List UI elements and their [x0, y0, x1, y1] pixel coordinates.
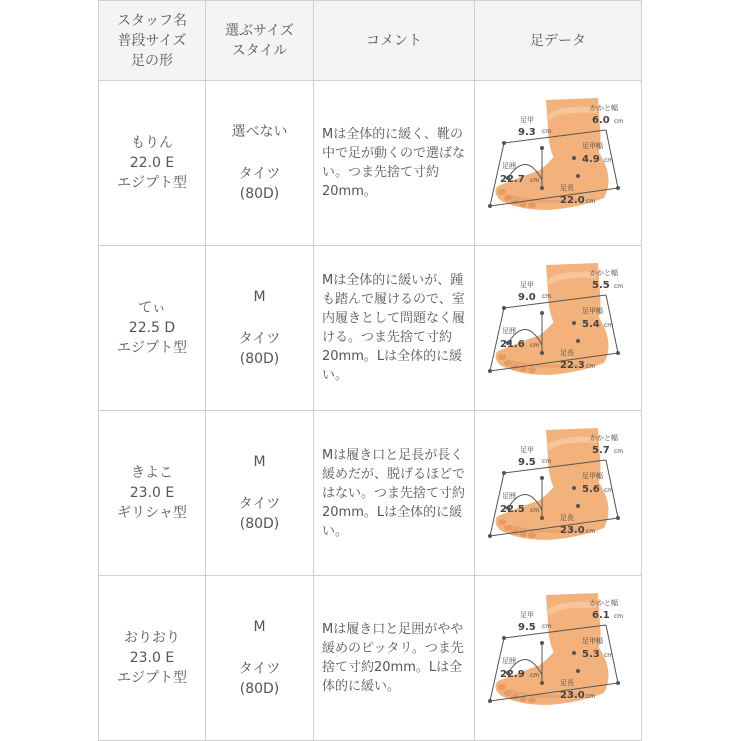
measure-point — [488, 534, 492, 538]
staff-row — [99, 246, 642, 411]
style-denier: (80D) — [239, 681, 280, 697]
toe-nail — [528, 367, 536, 373]
staff-name: てぃ — [138, 300, 166, 316]
chosen-size-style — [206, 246, 314, 411]
usual-size: 22.0 E — [129, 155, 175, 171]
foot-data — [475, 576, 642, 741]
foot-data — [475, 411, 642, 576]
toe-nail — [504, 525, 512, 531]
measure-point — [502, 636, 506, 640]
measure-point — [576, 669, 580, 673]
style-denier: (80D) — [239, 516, 280, 532]
unit-3-label: cm — [604, 157, 614, 164]
measure-point — [616, 186, 620, 190]
chosen-size: M — [253, 289, 266, 305]
kakato-value-label: 5.5 — [592, 280, 610, 291]
chosen-size-style — [206, 81, 314, 246]
unit-5-label: cm — [586, 693, 596, 700]
ashimawari-value-label: 21.6 — [500, 339, 525, 350]
unit-5-label: cm — [586, 363, 596, 370]
foot-shape: エジプト型 — [117, 670, 187, 686]
measure-point — [488, 369, 492, 373]
measure-point — [576, 174, 580, 178]
unit-2-label: cm — [614, 448, 624, 455]
ashiko-label: 足甲 — [520, 611, 534, 619]
unit-2-label: cm — [614, 118, 624, 125]
unit-1-label: cm — [542, 128, 552, 135]
measure-point — [540, 641, 544, 645]
measure-point — [616, 681, 620, 685]
measure-point — [502, 141, 506, 145]
ashimawari-value-label: 22.7 — [500, 174, 525, 185]
ashimawari-value-label: 22.9 — [500, 669, 525, 680]
ashimawari-label: 足囲 — [502, 657, 516, 665]
header-comment: コメント — [314, 1, 475, 81]
staff-info — [99, 411, 206, 576]
header-staff-line2: 普段サイズ — [117, 32, 187, 49]
toe-nail — [498, 354, 506, 360]
kakato-value-label: 6.0 — [592, 115, 610, 126]
unit-4-label: cm — [530, 507, 540, 514]
ashiko-label: 足甲 — [520, 116, 534, 124]
foot-shape: エジプト型 — [117, 340, 187, 356]
ashihaba-label: 足甲幅 — [582, 307, 603, 315]
unit-1-label: cm — [542, 623, 552, 630]
staff-info — [99, 576, 206, 741]
comment: Mは履き口と足囲がやや緩めのピッタリ。つま先捨て寸約20mm。Lは全体的に緩い。 — [314, 576, 475, 741]
kakato-value-label: 6.1 — [592, 610, 610, 621]
style-name: タイツ — [238, 166, 281, 182]
toe-nail — [498, 519, 506, 525]
foot-data — [475, 246, 642, 411]
kakato-label: かかと幅 — [590, 269, 618, 277]
unit-3-label: cm — [604, 322, 614, 329]
ashinaga-value-label: 23.0 — [560, 690, 585, 701]
kakato-label: かかと幅 — [590, 434, 618, 442]
ashiko-value-label: 9.0 — [518, 292, 536, 303]
chosen-size-style — [206, 576, 314, 741]
comment: Mは全体的に緩いが、踵も踏んで履けるので、室内履きとして問題なく履ける。つま先捨て寸約20mm。Lは全体的に緩い。 — [314, 246, 475, 411]
measure-point — [616, 351, 620, 355]
measure-point — [540, 311, 544, 315]
measure-point — [572, 651, 576, 655]
toe-nail — [504, 360, 512, 366]
measure-point — [502, 306, 506, 310]
toe-nail — [498, 189, 506, 195]
measure-point — [572, 321, 576, 325]
unit-4-label: cm — [530, 342, 540, 349]
staff-row — [99, 81, 642, 246]
style-denier: (80D) — [239, 351, 280, 367]
measure-point — [540, 476, 544, 480]
header-staff-line1: スタッフ名 — [117, 12, 187, 29]
ashihaba-label: 足甲幅 — [582, 142, 603, 150]
header-size-line1: 選ぶサイズ — [225, 22, 294, 39]
toe-nail — [504, 690, 512, 696]
staff-info — [99, 246, 206, 411]
staff-row — [99, 576, 642, 741]
ashihaba-label: 足甲幅 — [582, 472, 603, 480]
toe-nail — [528, 697, 536, 703]
chosen-size: M — [253, 454, 266, 470]
style-name: タイツ — [238, 331, 281, 347]
chosen-size: 選べない — [231, 124, 288, 140]
usual-size: 23.0 E — [129, 650, 175, 666]
ashihaba-value-label: 5.3 — [582, 649, 600, 660]
measure-point — [540, 351, 544, 355]
foot-diagram — [478, 583, 638, 733]
unit-1-label: cm — [542, 293, 552, 300]
staff-row — [99, 411, 642, 576]
measure-point — [572, 156, 576, 160]
usual-size: 23.0 E — [129, 485, 175, 501]
foot-data — [475, 81, 642, 246]
toe-nail — [528, 202, 536, 208]
staff-info — [99, 81, 206, 246]
measure-point — [502, 471, 506, 475]
ashinaga-label: 足長 — [560, 184, 574, 192]
foot-diagram — [478, 88, 638, 238]
measure-point — [488, 699, 492, 703]
unit-4-label: cm — [530, 672, 540, 679]
measure-point — [540, 516, 544, 520]
unit-1-label: cm — [542, 458, 552, 465]
kakato-label: かかと幅 — [590, 104, 618, 112]
comment: Mは全体的に緩く、靴の中で足が動くので選ばない。つま先捨て寸約20mm。 — [314, 81, 475, 246]
ashimawari-label: 足囲 — [502, 327, 516, 335]
ashimawari-value-label: 22.5 — [500, 504, 525, 515]
ashimawari-label: 足囲 — [502, 492, 516, 500]
measure-point — [616, 516, 620, 520]
ashiko-label: 足甲 — [520, 281, 534, 289]
ashiko-value-label: 9.5 — [518, 457, 536, 468]
ashinaga-label: 足長 — [560, 679, 574, 687]
toe-nail — [504, 195, 512, 201]
kakato-label: かかと幅 — [590, 599, 618, 607]
ashimawari-label: 足囲 — [502, 162, 516, 170]
measure-point — [540, 186, 544, 190]
chosen-size: M — [253, 619, 266, 635]
ashihaba-value-label: 5.4 — [582, 319, 600, 330]
header-foot-data: 足データ — [475, 1, 642, 81]
staff-name: もりん — [131, 135, 173, 151]
style-denier: (80D) — [239, 186, 280, 202]
foot-diagram — [478, 253, 638, 403]
unit-5-label: cm — [586, 198, 596, 205]
style-name: タイツ — [238, 496, 281, 512]
header-size — [206, 1, 314, 81]
staff-name: おりおり — [124, 630, 180, 646]
ashinaga-label: 足長 — [560, 514, 574, 522]
foot-shape: エジプト型 — [117, 175, 187, 191]
ashinaga-value-label: 22.0 — [560, 195, 585, 206]
staff-name: きよこ — [131, 465, 173, 481]
measure-point — [576, 339, 580, 343]
ashihaba-label: 足甲幅 — [582, 637, 603, 645]
header-staff-line3: 足の形 — [131, 52, 173, 69]
ashinaga-value-label: 22.3 — [560, 360, 585, 371]
table-header-row — [99, 1, 642, 81]
staff-size-table — [98, 0, 642, 741]
header-staff — [99, 1, 206, 81]
header-size-line2: スタイル — [231, 42, 288, 59]
usual-size: 22.5 D — [128, 320, 176, 336]
ashiko-label: 足甲 — [520, 446, 534, 454]
chosen-size-style — [206, 411, 314, 576]
ashiko-value-label: 9.3 — [518, 127, 536, 138]
style-name: タイツ — [238, 661, 281, 677]
unit-5-label: cm — [586, 528, 596, 535]
kakato-value-label: 5.7 — [592, 445, 610, 456]
measure-point — [540, 146, 544, 150]
measure-point — [488, 204, 492, 208]
comment: Mは履き口と足長が長く緩めだが、脱げるほどではない。つま先捨て寸約20mm。Lは全体的に緩い。 — [314, 411, 475, 576]
unit-2-label: cm — [614, 283, 624, 290]
foot-diagram — [478, 418, 638, 568]
ashihaba-value-label: 5.6 — [582, 484, 600, 495]
toe-nail — [528, 532, 536, 538]
ashinaga-label: 足長 — [560, 349, 574, 357]
unit-3-label: cm — [604, 652, 614, 659]
toe-nail — [498, 684, 506, 690]
unit-4-label: cm — [530, 177, 540, 184]
ashinaga-value-label: 23.0 — [560, 525, 585, 536]
unit-3-label: cm — [604, 487, 614, 494]
measure-point — [540, 681, 544, 685]
unit-2-label: cm — [614, 613, 624, 620]
measure-point — [572, 486, 576, 490]
ashiko-value-label: 9.5 — [518, 622, 536, 633]
measure-point — [576, 504, 580, 508]
foot-shape: ギリシャ型 — [117, 505, 187, 521]
ashihaba-value-label: 4.9 — [582, 154, 600, 165]
